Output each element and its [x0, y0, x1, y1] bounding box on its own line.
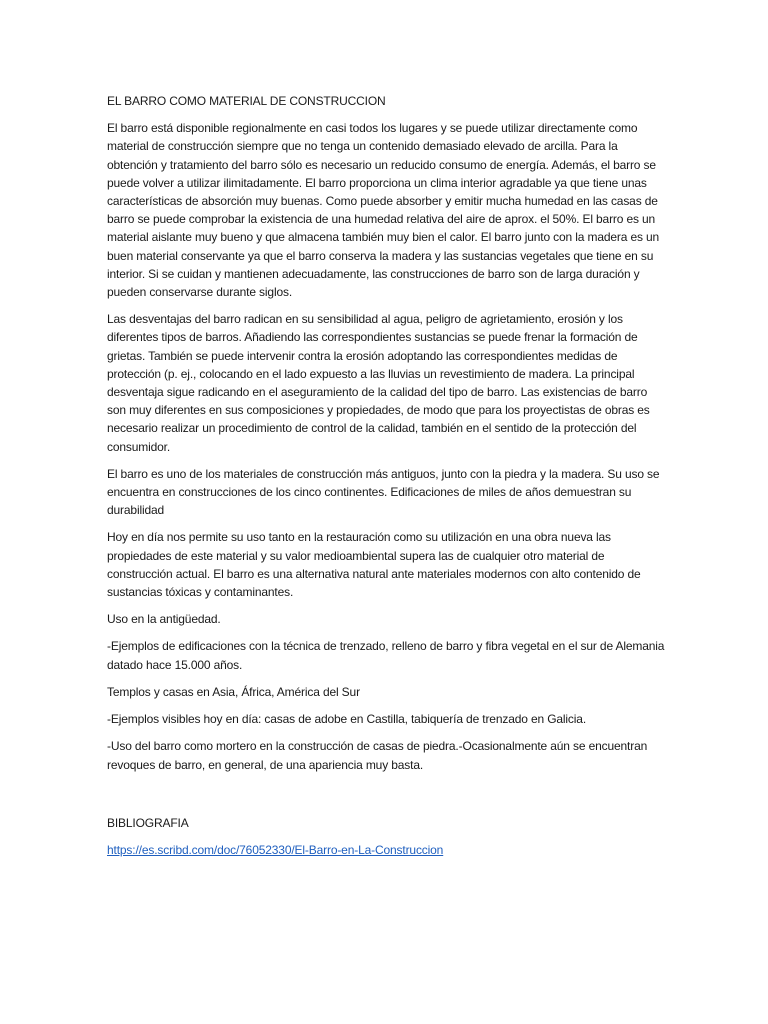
document-title: EL BARRO COMO MATERIAL DE CONSTRUCCION — [107, 94, 386, 108]
bibliography-heading: BIBLIOGRAFIA — [107, 815, 189, 830]
paragraph-antiquity-heading: Uso en la antigüedad. — [107, 612, 221, 627]
document-page — [107, 92, 667, 868]
paragraph-example-germany: -Ejemplos de edificaciones con la técnica de trenzado, relleno de barro y fibra vegetal en el sur de Alemania datado hace 15.000 años. — [107, 639, 665, 672]
paragraph-advantages: El barro está disponible regionalmente en casi todos los lugares y se puede utilizar directamente como material de construcción siempre que no tenga un contenido demasiado elevado de arcilla. Para la obtención y tratamiento del barro sólo es necesario un reducido consumo de energía. Además, el barro se puede volver a utilizar ilimitadamente. El barro proporciona un clima interior agradable ya que tiene unas características de absorción muy buenas. Como puede absorber y emitir mucha humedad en las casas de barro se puede comprobar la existencia de una humedad relativa del aire de aprox. el 50%. El barro es un material aislante muy bueno y que almacena también muy bien el calor. El barro junto con la madera es un buen material conservante ya que el barro conserva la madera y las sustancias vegetales que tiene en su interior. Si se cuidan y mantienen adecuadamente, las construcciones de barro son de larga duración y pueden conservarse durante siglos. — [107, 121, 660, 300]
paragraph-disadvantages: Las desventajas del barro radican en su sensibilidad al agua, peligro de agrietamiento, erosión y los diferentes tipos de barros. Añadiendo las correspondientes sustancias se puede frenar la formación de grietas. También se puede intervenir contra la erosión adoptando las correspondientes medidas de protección (p. ej., colocando en el lado expuesto a las lluvias un revestimiento de madera. La principal desventaja sigue radicando en el aseguramiento de la calidad del tipo de barro. Las existencias de barro son muy diferentes en sus composiciones y propiedades, de modo que para los proyectistas de obras es necesario realizar un procedimiento de control de la calidad, también en el sentido de la protección del consumidor. — [107, 312, 650, 454]
paragraph-example-spain: -Ejemplos visibles hoy en día: casas de adobe en Castilla, tabiquería de trenzado en Galicia. — [107, 712, 587, 727]
paragraph-today: Hoy en día nos permite su uso tanto en la restauración como su utilización en una obra nueva las propiedades de este material y su valor medioambiental supera las de cualquier otro material de construcción actual. El barro es una alternativa natural ante materiales modernos con alto contenido de sustancias tóxicas y contaminantes. — [107, 530, 641, 600]
bibliography-link[interactable]: https://es.scribd.com/doc/76052330/El-Barro-en-La-Construccion — [107, 842, 444, 857]
paragraph-history: El barro es uno de los materiales de construcción más antiguos, junto con la piedra y la madera. Su uso se encuentra en construcciones de los cinco continentes. Edificaciones de miles de años demuestran su durabilidad — [107, 466, 660, 518]
paragraph-mortar: -Uso del barro como mortero en la construcción de casas de piedra.-Ocasionalmente aún se encuentran revoques de barro, en general, de una apariencia muy basta. — [107, 739, 648, 772]
paragraph-temples: Templos y casas en Asia, África, América del Sur — [107, 684, 360, 699]
